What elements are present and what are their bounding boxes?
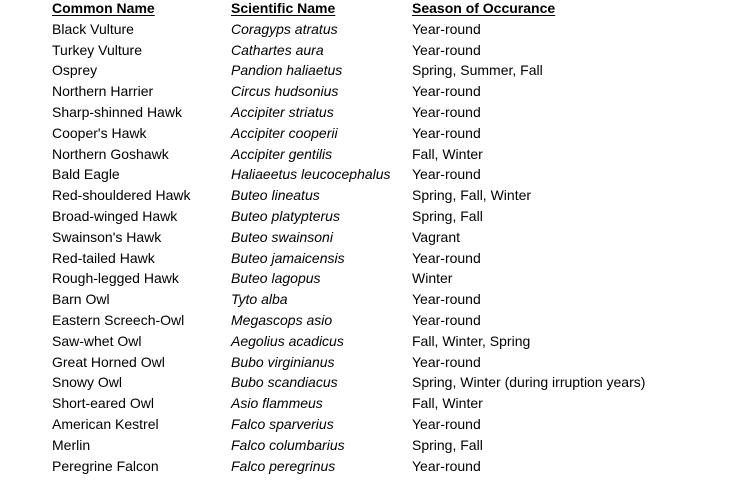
- season-cell: Year-round: [412, 20, 481, 37]
- table-row: [52, 289, 712, 310]
- table-row: [52, 164, 712, 185]
- season-cell: Spring, Summer, Fall: [412, 62, 543, 79]
- scientific-name-cell: Accipiter gentilis: [231, 145, 333, 162]
- scientific-name-cell: Haliaeetus leucocephalus: [231, 166, 391, 183]
- season-cell: Spring, Fall: [412, 436, 483, 453]
- scientific-name-cell: Cathartes aura: [231, 41, 324, 58]
- scientific-name-cell: Falco sparverius: [231, 415, 334, 432]
- season-cell: Year-round: [412, 353, 481, 370]
- season-cell: Winter: [412, 270, 453, 287]
- table-row: [52, 393, 712, 414]
- scientific-name-cell: Accipiter cooperii: [231, 124, 338, 141]
- table-row: [52, 19, 712, 40]
- scientific-name-cell: Bubo virginianus: [231, 353, 335, 370]
- season-cell: Fall, Winter: [412, 395, 483, 412]
- common-name-cell: Broad-winged Hawk: [52, 207, 178, 224]
- scientific-name-cell: Aegolius acadicus: [231, 332, 344, 349]
- raptor-species-table: [52, 0, 712, 476]
- season-cell: Year-round: [412, 291, 481, 308]
- table-row: [52, 123, 712, 144]
- common-name-cell: Osprey: [52, 62, 98, 79]
- scientific-name-cell: Falco peregrinus: [231, 457, 336, 474]
- scientific-name-cell: Pandion haliaetus: [231, 62, 343, 79]
- scientific-name-cell: Bubo scandiacus: [231, 374, 338, 391]
- common-name-cell: Turkey Vulture: [52, 41, 142, 58]
- common-name-cell: Barn Owl: [52, 291, 110, 308]
- season-cell: Year-round: [412, 249, 481, 266]
- scientific-name-cell: Buteo swainsoni: [231, 228, 333, 245]
- header-season-of-occurance: Season of Occurance: [412, 0, 556, 16]
- common-name-cell: Saw-whet Owl: [52, 332, 142, 349]
- season-cell: Spring, Fall: [412, 207, 483, 224]
- common-name-cell: Eastern Screech-Owl: [52, 311, 185, 328]
- scientific-name-cell: Falco columbarius: [231, 436, 345, 453]
- header-common-name: Common Name: [52, 0, 155, 16]
- common-name-cell: Cooper's Hawk: [52, 124, 147, 141]
- season-cell: Vagrant: [412, 228, 460, 245]
- table-row: [52, 102, 712, 123]
- common-name-cell: Rough-legged Hawk: [52, 270, 179, 287]
- table-row: [52, 227, 712, 248]
- common-name-cell: Black Vulture: [52, 20, 134, 37]
- common-name-cell: Peregrine Falcon: [52, 457, 159, 474]
- scientific-name-cell: Buteo platypterus: [231, 207, 340, 224]
- table-body: [52, 19, 712, 477]
- season-cell: Spring, Fall, Winter: [412, 187, 532, 204]
- common-name-cell: Northern Harrier: [52, 83, 154, 100]
- scientific-name-cell: Accipiter striatus: [231, 103, 334, 120]
- season-cell: Spring, Winter (during irruption years): [412, 374, 646, 391]
- season-cell: Year-round: [412, 415, 481, 432]
- season-cell: Year-round: [412, 457, 481, 474]
- season-cell: Year-round: [412, 311, 481, 328]
- table-row: [52, 268, 712, 289]
- season-cell: Year-round: [412, 83, 481, 100]
- season-cell: Year-round: [412, 124, 481, 141]
- season-cell: Fall, Winter, Spring: [412, 332, 531, 349]
- common-name-cell: Swainson's Hawk: [52, 228, 162, 245]
- scientific-name-cell: Tyto alba: [231, 291, 288, 308]
- table-row: [52, 435, 712, 456]
- scientific-name-cell: Buteo jamaicensis: [231, 249, 345, 266]
- season-cell: Year-round: [412, 166, 481, 183]
- scientific-name-cell: Coragyps atratus: [231, 20, 338, 37]
- table-row: [52, 248, 712, 269]
- table-row: [52, 331, 712, 352]
- common-name-cell: Bald Eagle: [52, 166, 120, 183]
- scientific-name-cell: Megascops asio: [231, 311, 333, 328]
- common-name-cell: American Kestrel: [52, 415, 159, 432]
- common-name-cell: Great Horned Owl: [52, 353, 165, 370]
- table-row: [52, 144, 712, 165]
- season-cell: Year-round: [412, 103, 481, 120]
- table-row: [52, 60, 712, 81]
- common-name-cell: Northern Goshawk: [52, 145, 169, 162]
- season-cell: Year-round: [412, 41, 481, 58]
- table-row: [52, 456, 712, 477]
- scientific-name-cell: Buteo lineatus: [231, 187, 320, 204]
- table-header-row: [52, 0, 712, 19]
- common-name-cell: Sharp-shinned Hawk: [52, 103, 182, 120]
- table-row: [52, 81, 712, 102]
- scientific-name-cell: Circus hudsonius: [231, 83, 339, 100]
- table-row: [52, 414, 712, 435]
- table-row: [52, 372, 712, 393]
- common-name-cell: Short-eared Owl: [52, 395, 154, 412]
- season-cell: Fall, Winter: [412, 145, 483, 162]
- scientific-name-cell: Buteo lagopus: [231, 270, 321, 287]
- table-row: [52, 310, 712, 331]
- header-scientific-name: Scientific Name: [231, 0, 336, 16]
- table-row: [52, 185, 712, 206]
- table-row: [52, 352, 712, 373]
- common-name-cell: Red-shouldered Hawk: [52, 187, 191, 204]
- table-row: [52, 206, 712, 227]
- common-name-cell: Merlin: [52, 436, 91, 453]
- scientific-name-cell: Asio flammeus: [231, 395, 323, 412]
- table-row: [52, 40, 712, 61]
- common-name-cell: Red-tailed Hawk: [52, 249, 155, 266]
- common-name-cell: Snowy Owl: [52, 374, 123, 391]
